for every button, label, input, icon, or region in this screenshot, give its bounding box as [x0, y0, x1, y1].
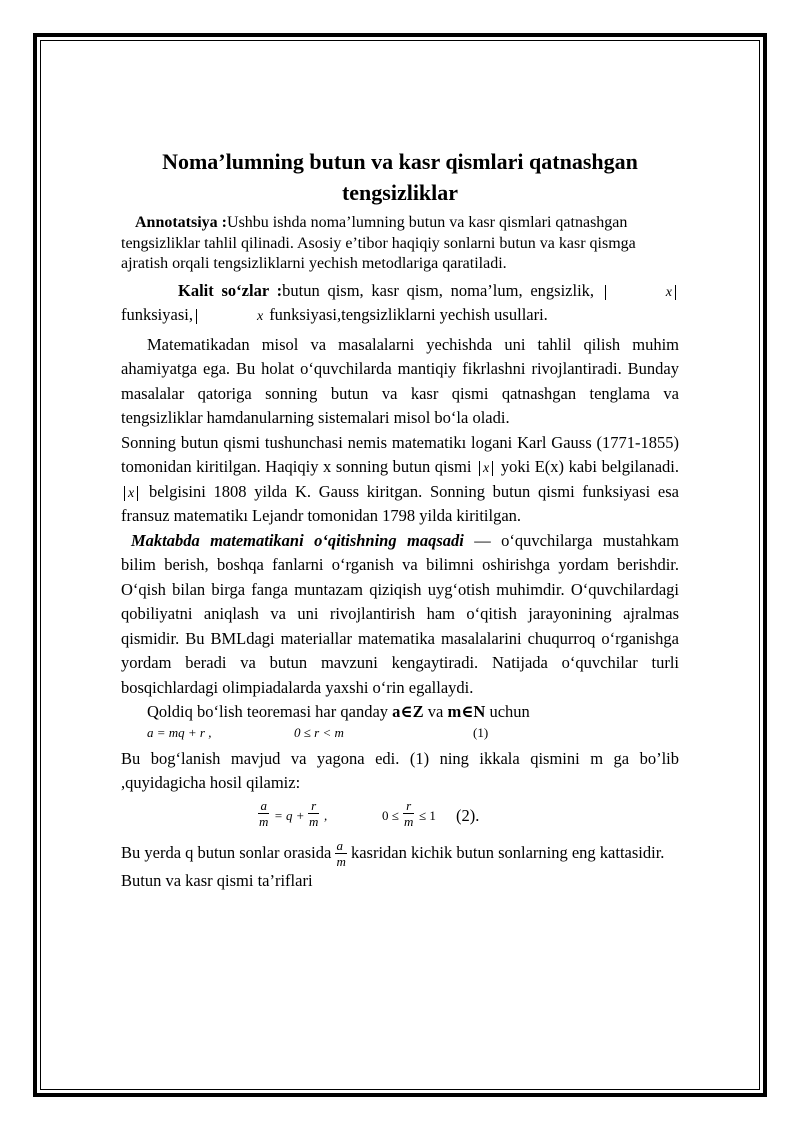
floor-symbol: x: [605, 285, 676, 300]
keywords-label: Kalit so‘zlar :: [178, 280, 283, 300]
eq2-comma: ,: [324, 807, 328, 823]
explanation-paragraph: [121, 838, 679, 870]
fractional-part-symbol: x: [196, 309, 266, 324]
equation-1: [121, 725, 679, 747]
floor-symbol: x: [124, 486, 138, 501]
keywords-text-2: funksiyasi,: [121, 305, 193, 324]
gauss-text-3: belgisini 1808 yilda K. Gauss kiritgan. Sonning butun qismi funksiyasi esa fransuz matematikı Lejandr tomonidan 1798 yilda kiritilgan.: [121, 481, 680, 525]
eq2-number: (2).: [456, 805, 480, 825]
theorem-va: va: [423, 702, 448, 721]
annotation-text: Ushbu ishda noma’lumning butun va kasr qismlari qatnashgan tengsizliklar tahlil qilinadi. Asosiy e’tibor haqiqiy sonlarni butun va kasr qismga ajratish orqali tengsizliklarni yechish metodlariga qaratiladi.: [121, 214, 636, 272]
gauss-paragraph: [121, 431, 679, 529]
section-heading: Butun va kasr qismi ta’riflari: [121, 871, 313, 891]
theorem-text-1: Qoldiq bo‘lish teoremasi har qanday: [147, 702, 393, 721]
theorem-text-2: uchun: [485, 702, 530, 721]
explanation-text-2: kasridan kichik butun sonlarning eng kattasidir.: [350, 842, 665, 862]
goals-text: — o‘quvchilarga mustahkam bilim berish, boshqa fanlarni o‘rganish va bilimni oshirishga yordam berishdir. O‘qish bilan birga fanga muntazam qiziqish uyg‘otish muhimdir. O‘quvchilardagi qobiliyatni aniqlash va uni rivojlantirish ham o‘qitish jarayonining ajralmas qismidir. Bu BMLdagi materiallar matematika masalalarini chuqurroq o‘rganishga yordam beradi va butun mavzuni kengaytiradi. Natijada o‘quvchilar turli bosqichlardagi olimpiadalarda yaxshi o‘rin egallaydi.: [121, 530, 679, 697]
keywords-text-3: funksiyasi,tengsizliklarni yechish usullari.: [269, 305, 548, 324]
floor-symbol: x: [479, 461, 493, 476]
m-in-n: m∈N: [447, 702, 486, 721]
explanation-text-1: Bu yerda q butun sonlar orasida: [121, 842, 332, 862]
eq2-frac-a-m: $\frac{a}{m}$: [259, 797, 269, 829]
goals-emphasis: Maktabda matematikani o‘qitishning maqsadi: [131, 530, 464, 550]
gauss-text-2: yoki E(x) kabi belgilanadi.: [500, 457, 679, 476]
goals-paragraph: [121, 529, 679, 701]
keywords-paragraph: [121, 279, 679, 328]
eq1-right: 0 ≤ r < m: [294, 724, 344, 740]
document-title: [121, 146, 679, 208]
title-line-1: Noma’lumning butun va kasr qismlari qatnashgan: [162, 149, 638, 174]
eq2-ineq-right: ≤ 1: [419, 807, 436, 823]
eq1-left: a = mq + r ,: [147, 724, 212, 740]
gauss-text-1: Sonning butun qismi tushunchasi nemis matematikı logani Karl Gauss (1771-1855) tomonidan kiritilgan. Haqiqiy x sonning butun qismi: [121, 432, 679, 476]
inline-frac-a-m: $\frac{a}{m}$: [336, 838, 346, 870]
eq2-ineq-left: 0 ≤: [382, 807, 399, 823]
equation-2: [121, 796, 679, 838]
eq1-number: (1): [473, 724, 489, 740]
intro-paragraph: Matematikadan misol va masalalarni yechishda uni tahlil qilish muhim ahamiyatga ega. Bu holat o‘quvchilarda mantiqiy fikrlashni rivojlantiradi. Bunday masalalar qatoriga sonning butun va kasr qismi qatnashgan tenglama va tengsizliklar hamdanularning sistemalari misol bo‘la oladi.: [121, 334, 679, 427]
title-line-2: tengsizliklar: [341, 180, 459, 205]
eq2-frac-r-m-2: $\frac{r}{m}$: [404, 797, 414, 829]
annotation-paragraph: [121, 213, 679, 275]
a-in-z: a∈Z: [392, 702, 424, 721]
eq2-frac-r-m: $\frac{r}{m}$: [309, 797, 319, 829]
document-body: [121, 146, 679, 894]
eq2-mid: = q +: [274, 807, 305, 823]
theorem-line: [121, 700, 679, 725]
division-paragraph: Bu bog‘lanish mavjud va yagona edi. (1) ning ikkala qismini m ga bo’lib ,quyidagicha hosil qilamiz:: [121, 748, 679, 792]
annotation-label: Annotatsiya :: [135, 214, 228, 231]
keywords-text-1: butun qism, kasr qism, noma’lum, engsizlik,: [282, 280, 595, 300]
